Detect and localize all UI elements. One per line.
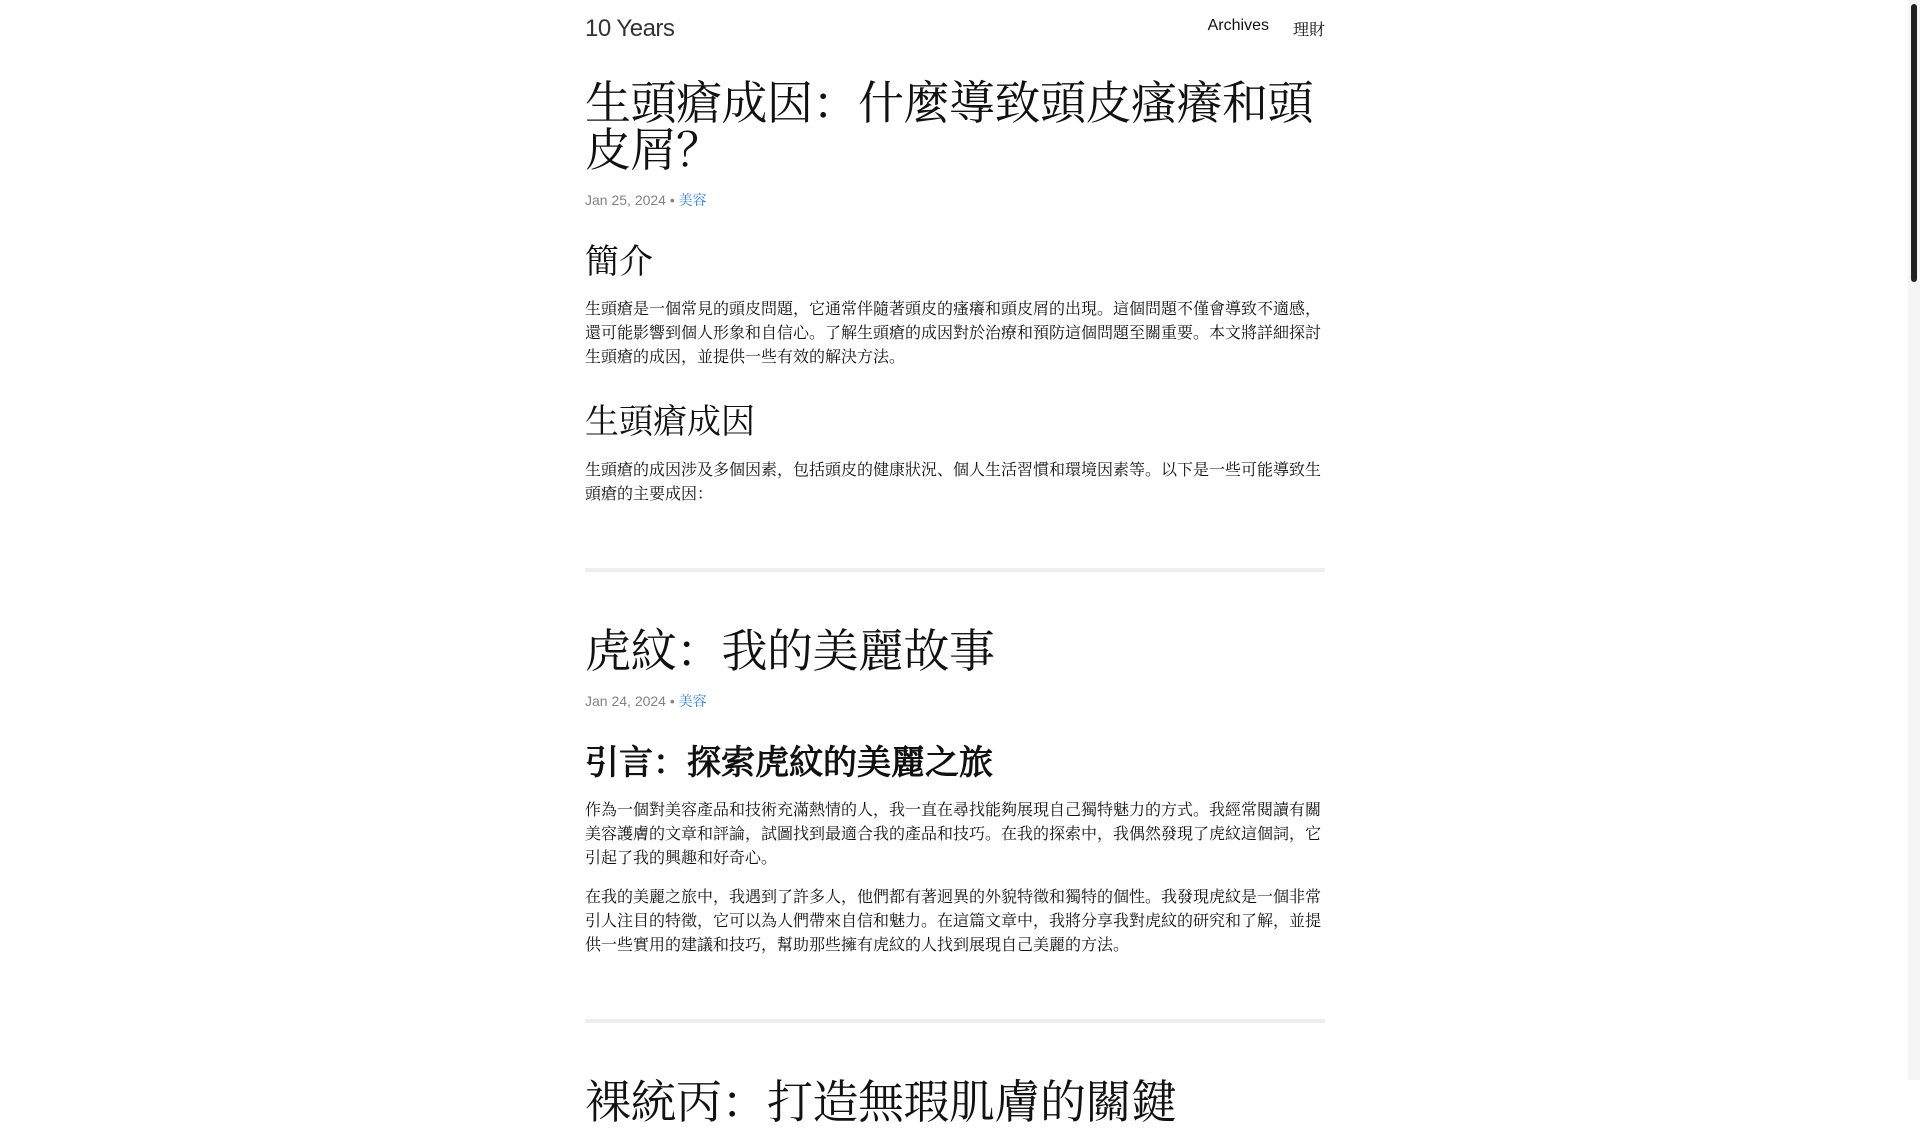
meta-separator: • (669, 191, 675, 208)
section-heading: 生頭瘡成因 (585, 403, 755, 442)
section-heading: 引言：探索虎紋的美麗之旅 (585, 743, 993, 782)
post-3 (585, 1075, 1325, 1128)
post-date: Jan 24, 2024 (585, 692, 666, 709)
post-category-link[interactable]: 美容 (678, 692, 707, 709)
nav-link-finance[interactable]: 理財 (1292, 21, 1325, 39)
post-title[interactable]: 裸統丙：打造無瑕肌膚的關鍵 (585, 1075, 1177, 1128)
site-title-link[interactable]: 10 Years (585, 15, 675, 42)
post-meta (585, 691, 1325, 711)
post-title[interactable]: 生頭瘡成因：什麼導致頭皮瘙癢和頭皮屑？ (585, 77, 1313, 176)
section-paragraph: 生頭瘡的成因涉及多個因素，包括頭皮的健康狀況、個人生活習慣和環境因素等。以下是一些可能導致生頭瘡的主要成因： (585, 461, 1322, 503)
post-title[interactable]: 虎紋：我的美麗故事 (585, 624, 995, 677)
scrollbar-thumb[interactable] (1911, 4, 1917, 282)
site-header (585, 0, 1325, 56)
page-scrollbar[interactable] (1908, 0, 1920, 1080)
site-nav (1208, 17, 1325, 40)
post-divider (585, 1019, 1325, 1023)
section-paragraph: 在我的美麗之旅中，我遇到了許多人，他們都有著迥異的外貌特徵和獨特的個性。我發現虎紋是一個非常引人注目的特徵，它可以為人們帶來自信和魅力。在這篇文章中，我將分享我對虎紋的研究和了解，並提供一些實用的建議和技巧，幫助那些擁有虎紋的人找到展現自己美麗的方法。 (585, 888, 1322, 954)
meta-separator: • (669, 692, 675, 709)
section-paragraph: 作為一個對美容產品和技術充滿熱情的人，我一直在尋找能夠展現自己獨特魅力的方式。我經常閱讀有關美容護膚的文章和評論，試圖找到最適合我的產品和技巧。在我的探索中，我偶然發現了虎紋這個詞，它引起了我的興趣和好奇心。 (585, 801, 1322, 867)
page-container (585, 0, 1325, 1126)
post-meta (585, 190, 1325, 210)
section-paragraph: 生頭瘡是一個常見的頭皮問題，它通常伴隨著頭皮的瘙癢和頭皮屑的出現。這個問題不僅會導致不適感，還可能影響到個人形象和自信心。了解生頭瘡的成因對於治療和預防這個問題至關重要。本文將詳細探討生頭瘡的成因，並提供一些有效的解決方法。 (585, 301, 1322, 367)
post-divider (585, 568, 1325, 572)
post-date: Jan 25, 2024 (585, 191, 666, 208)
post-category-link[interactable]: 美容 (678, 191, 707, 208)
post-2 (585, 624, 1325, 958)
post-1 (585, 77, 1325, 507)
section-heading: 簡介 (585, 242, 653, 281)
nav-link-archives[interactable]: Archives (1207, 16, 1269, 34)
